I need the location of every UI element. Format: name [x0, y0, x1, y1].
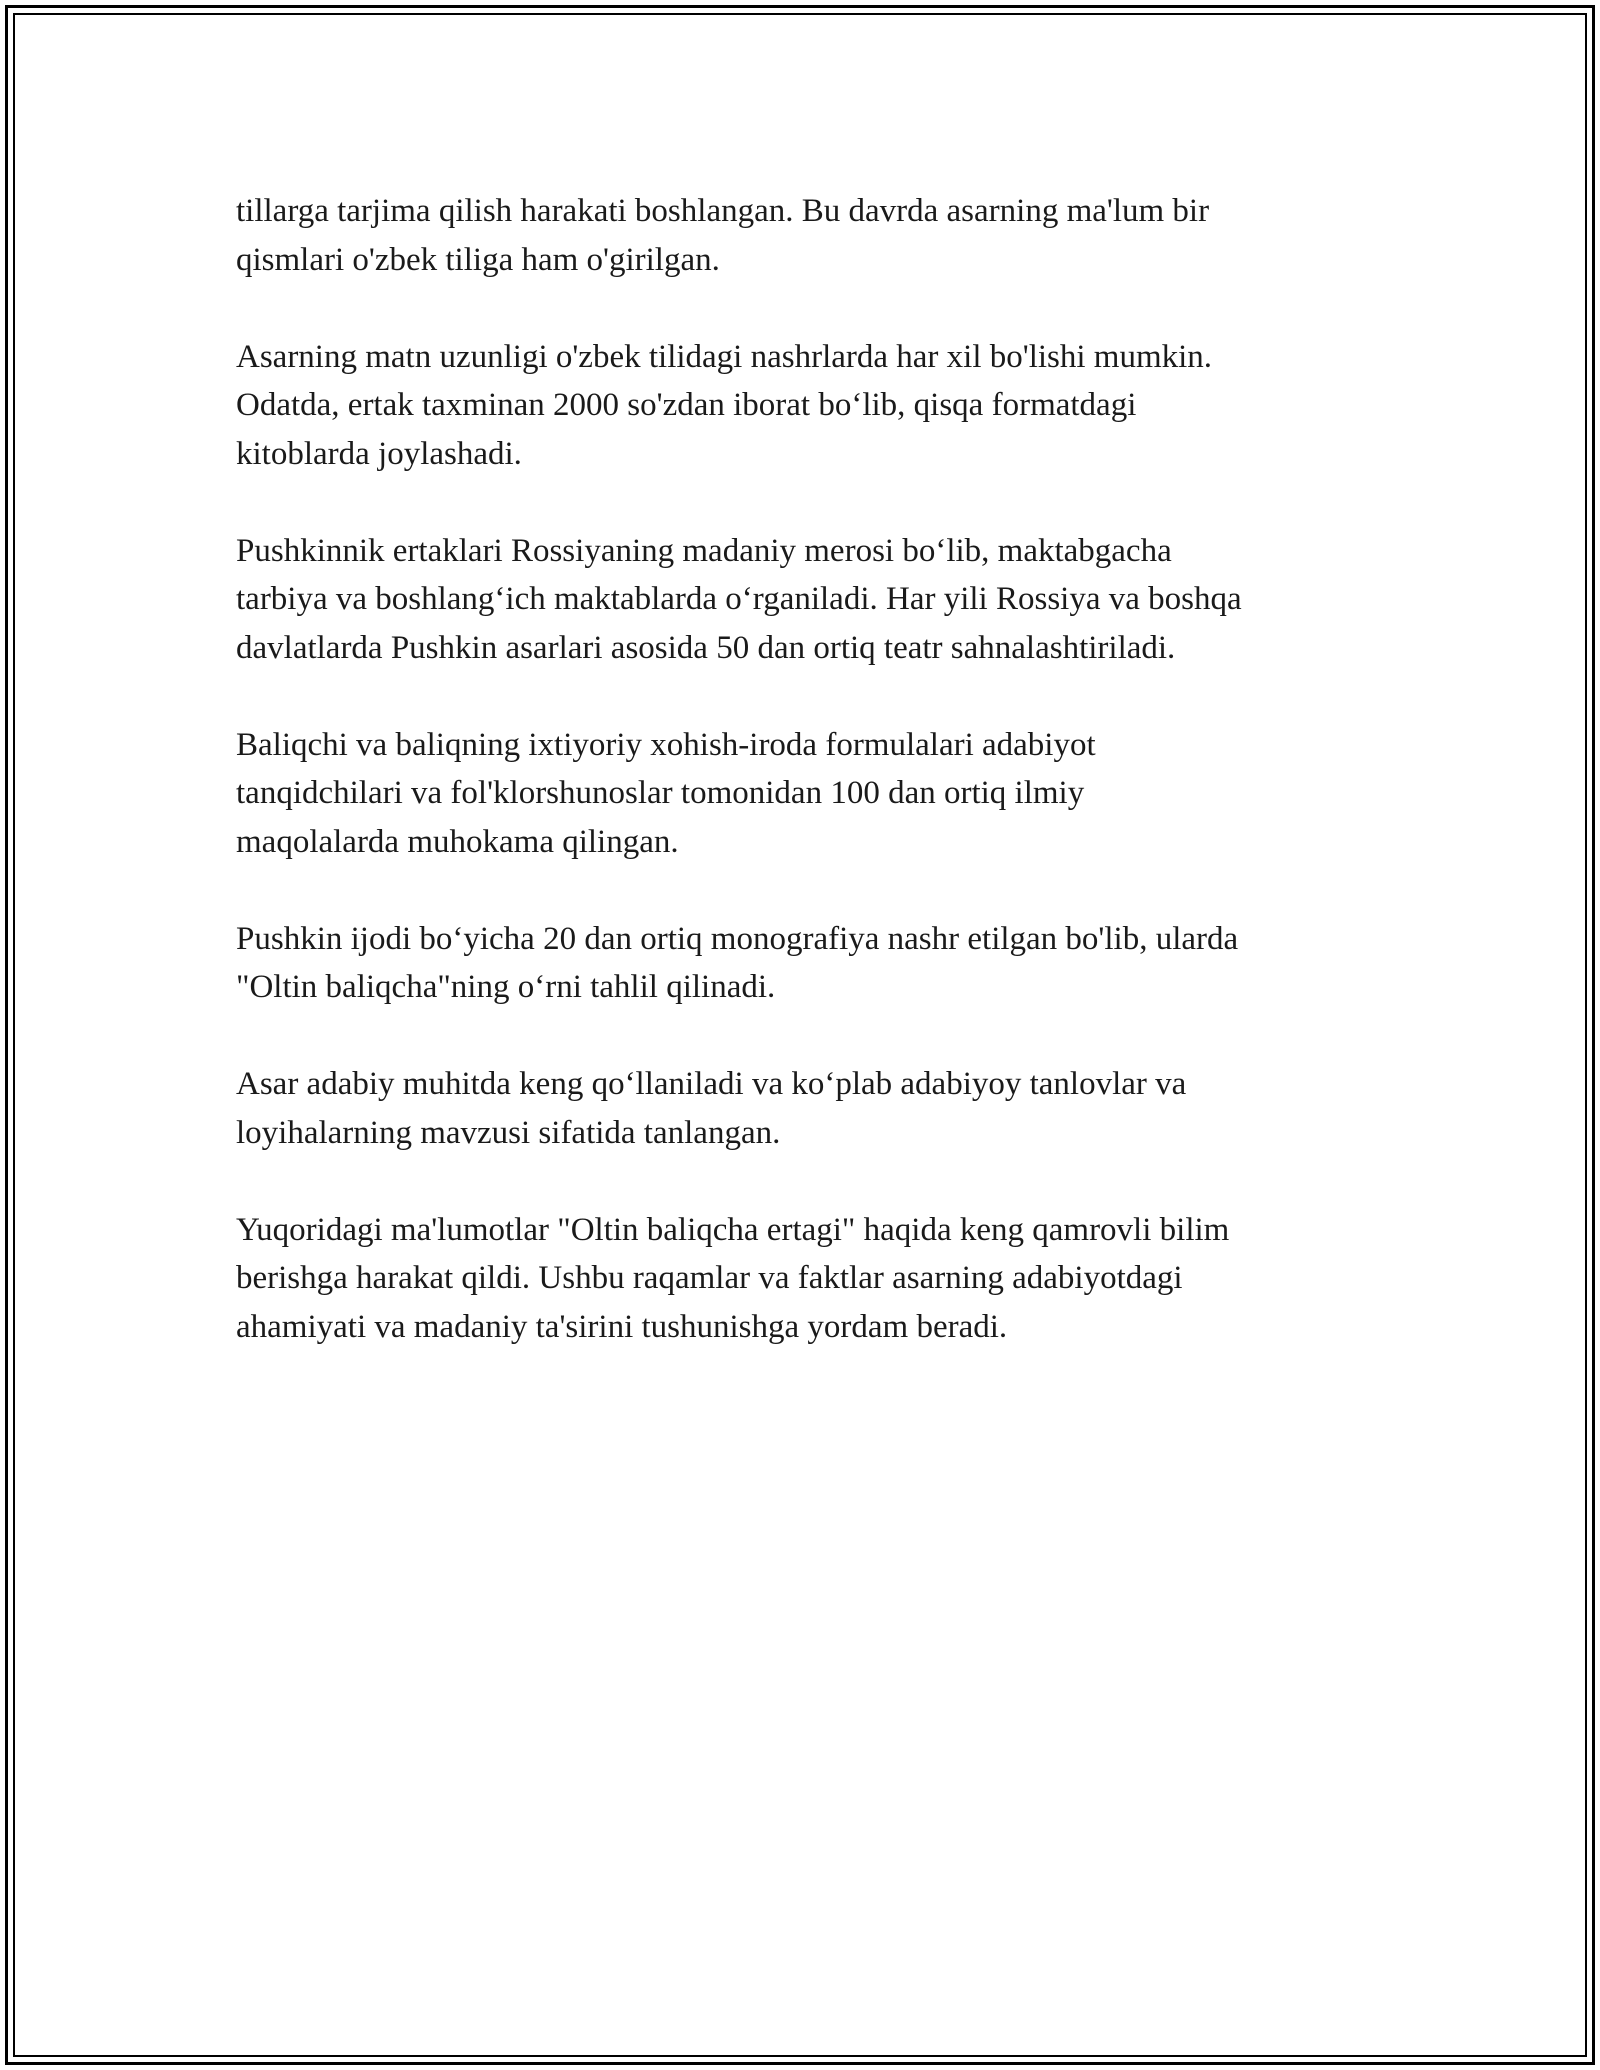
- paragraph-cultural-heritage: Pushkinnik ertaklari Rossiyaning madaniy merosi bo‘lib, maktabgacha tarbiya va boshlang‘ich maktablarda o‘rganiladi. Har yili Rossiya va boshqa davlatlarda Pushkin asarlari asosida 50 dan ortiq teatr sahnalashtiriladi.: [236, 532, 1242, 666]
- document-body: [236, 187, 1366, 1400]
- paragraph-critics: Baliqchi va baliqning ixtiyoriy xohish-iroda formulalari adabiyot tanqidchilari va fol'klorshunoslar tomonidan 100 dan ortiq ilmiy maqolalarda muhokama qilingan.: [236, 726, 1096, 860]
- paragraph-conclusion: Yuqoridagi ma'lumotlar "Oltin baliqcha ertagi" haqida keng qamrovli bilim berishga harakat qildi. Ushbu raqamlar va faktlar asarning adabiyotdagi ahamiyati va madaniy ta'sirini tushunishga yordam beradi.: [236, 1211, 1230, 1345]
- paragraph-translation: tillarga tarjima qilish harakati boshlangan. Bu davrda asarning ma'lum bir qismlari o'zbek tiliga ham o'girilgan.: [236, 193, 1210, 278]
- paragraph-literary-use: Asar adabiy muhitda keng qo‘llaniladi va ko‘plab adabiyoy tanlovlar va loyihalarning mavzusi sifatida tanlangan.: [236, 1066, 1187, 1151]
- paragraph-text-length: Asarning matn uzunligi o'zbek tilidagi nashrlarda har xil bo'lishi mumkin. Odatda, ertak taxminan 2000 so'zdan iborat bo‘lib, qisqa formatdagi kitoblarda joylashadi.: [236, 338, 1213, 472]
- paragraph-monographs: Pushkin ijodi bo‘yicha 20 dan ortiq monografiya nashr etilgan bo'lib, ularda "Oltin baliqcha"ning o‘rni tahlil qilinadi.: [236, 920, 1239, 1005]
